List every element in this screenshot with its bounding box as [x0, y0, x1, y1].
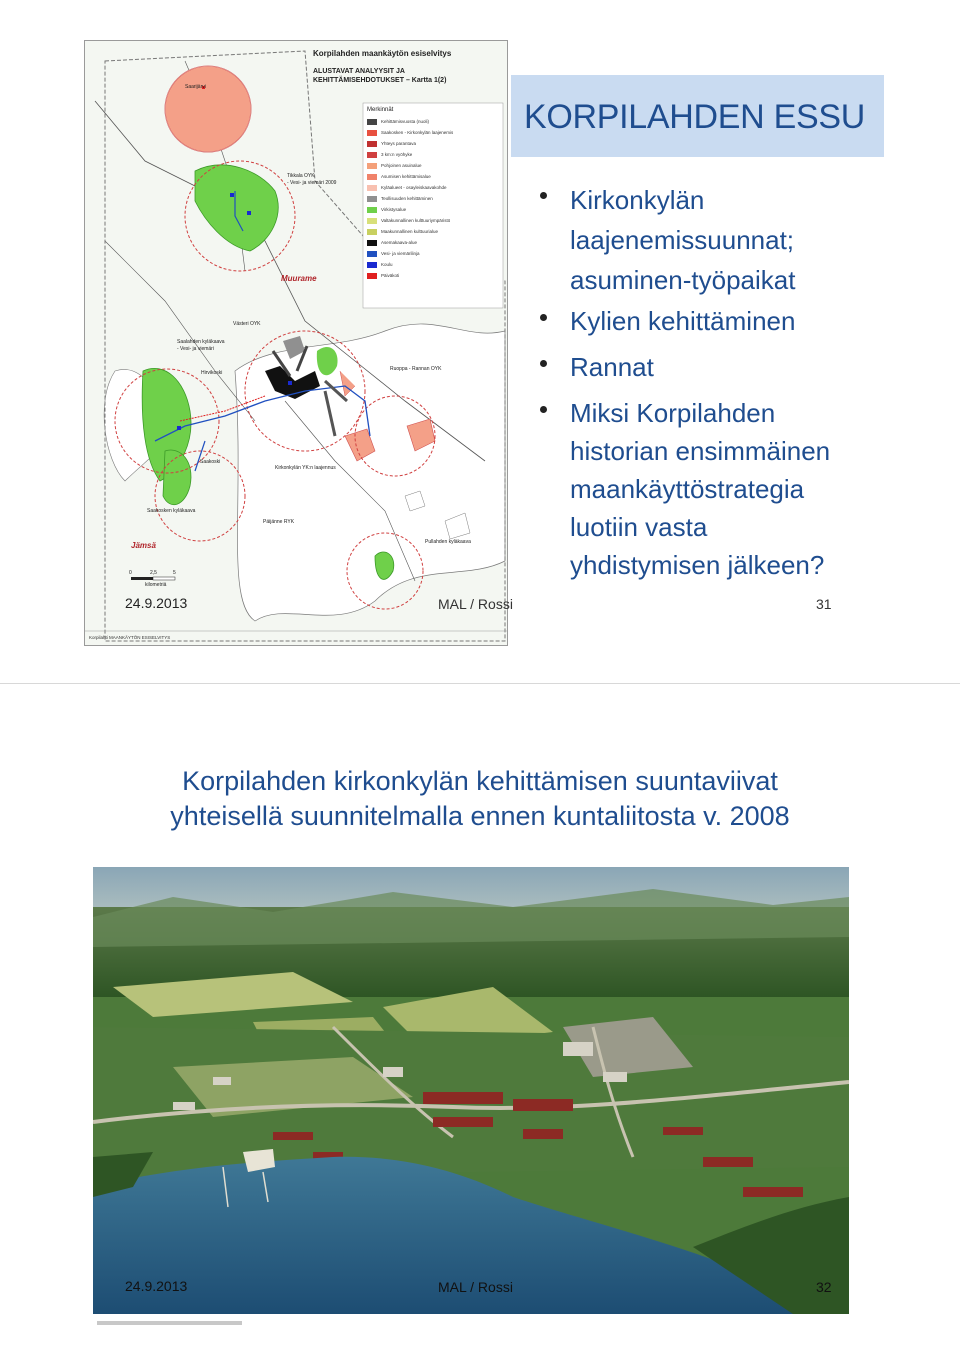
map-legend-swatch	[367, 196, 377, 202]
bullet-dot-icon	[540, 314, 547, 321]
bullet-list	[540, 180, 920, 592]
map-label-pullahti: Pullahden kyläkaava	[425, 539, 471, 545]
map-legend-row	[367, 116, 503, 127]
map-legend-row	[367, 215, 503, 226]
bullet-line: asuminen-työpaikat	[570, 265, 796, 295]
map-label-paijanne: Päijänne RYK	[263, 519, 295, 525]
map-legend-swatch	[367, 141, 377, 147]
bullet-line: Kirkonkylän	[570, 185, 705, 215]
map-legend-swatch	[367, 119, 377, 125]
map-subtitle-line: ALUSTAVAT ANALYYSIT JA	[313, 68, 405, 75]
map-label-hirvikoski: Hirvikoski	[201, 370, 223, 376]
map-footer: Korpilahti MAANKÄYTÖN ESISELVITYS	[89, 635, 171, 640]
map-label-saarijarvi: Saarijärvi	[185, 84, 206, 90]
map-legend-label: Kehittämisvuosta (nuoli)	[381, 119, 430, 124]
map-label-ruoppa: Ruoppa - Rannan OYK	[390, 366, 442, 372]
map-legend-swatch	[367, 251, 377, 257]
map-legend-label: Yhteys parantava	[381, 141, 417, 146]
map-label-vesiviem: - Vesi- ja viemäri	[177, 346, 214, 352]
map-legend-row	[367, 248, 503, 259]
map-legend-label: Pohjoinen asuinalue	[381, 163, 422, 168]
bullet-dot-icon	[540, 406, 547, 413]
map-legend-label: Koulu	[381, 262, 393, 267]
bullet-line: laajenemissuunnat;	[570, 225, 795, 255]
map-scale-0: 0	[129, 570, 132, 576]
photo-credit-strip	[97, 1321, 242, 1325]
aerial-photo-graphic	[93, 867, 849, 1314]
map-legend-row	[367, 171, 503, 182]
map-legend-label: Virkistysalue	[381, 207, 407, 212]
bullet-text	[570, 302, 920, 340]
map-legend-swatch	[367, 218, 377, 224]
map-legend-row	[367, 160, 503, 171]
map-legend-swatch	[367, 207, 377, 213]
map-legend-row	[367, 182, 503, 193]
bullet-item	[540, 394, 920, 584]
map-legend-label: Asemakaava-alue	[381, 240, 418, 245]
map-legend-row	[367, 138, 503, 149]
bullet-dot-icon	[540, 192, 547, 199]
slide-title: KORPILAHDEN ESSU	[524, 98, 865, 136]
footer-date: 24.9.2013	[125, 595, 188, 611]
bullet-line: Kylien kehittäminen	[570, 306, 796, 336]
map-legend-swatch	[367, 185, 377, 191]
map-legend-label: Valtakunnallinen kulttuuriympäristö	[381, 218, 451, 223]
map-scale-2: 5	[173, 570, 176, 576]
map-label-saakoski: Saakoski	[200, 459, 221, 465]
footer-page-number: 31	[816, 596, 832, 612]
map-legend-row	[367, 204, 503, 215]
map-legend-swatch	[367, 229, 377, 235]
map-legend-label: Asumisen kehittämisalue	[381, 174, 431, 179]
slide-32	[0, 684, 960, 1367]
map-legend-swatch	[367, 130, 377, 136]
map-town-jamsa: Jämsä	[131, 541, 156, 550]
footer-page-number: 32	[816, 1279, 832, 1295]
map-legend-heading: Merkinnät	[367, 107, 394, 113]
map-legend-label: Päiväkoti	[381, 273, 400, 278]
bullet-text	[570, 394, 920, 584]
bullet-text	[570, 180, 920, 300]
bullet-line: luotiin vasta	[570, 512, 708, 542]
map-legend-row	[367, 193, 503, 204]
land-use-map	[84, 40, 508, 646]
map-scale-1: 2,5	[150, 570, 157, 576]
map-legend-swatch	[367, 273, 377, 279]
map-legend-row	[367, 270, 503, 281]
bullet-line: maankäyttöstrategia	[570, 474, 805, 504]
map-legend-row	[367, 127, 503, 138]
map-label-saalahti: Saalahden kyläkaava	[177, 339, 225, 345]
bullet-line: yhdistymisen jälkeen?	[570, 550, 825, 580]
map-label-tikkala: Tikkala OYK	[287, 173, 315, 179]
map-label-kirkonkyla: Kirkonkylän YK:n laajennus	[275, 465, 336, 471]
bullet-line: historian ensimmäinen	[570, 436, 831, 466]
bullet-text	[570, 348, 920, 386]
map-town-muurame: Muurame	[281, 274, 317, 283]
map-legend-label: Maakunnallinen kulttuurialue	[381, 229, 439, 234]
map-label-vesi: - Vesi- ja viemäri 2009	[287, 180, 337, 186]
map-legend-swatch	[367, 163, 377, 169]
map-legend	[367, 116, 503, 281]
map-scale-unit: kilometriä	[145, 582, 167, 588]
bullet-item	[540, 180, 920, 300]
map-legend-label: Kyläalueet - osayleiskaavakohde	[381, 185, 447, 190]
slide-title-line-1: Korpilahden kirkonkylän kehittämisen suuntaviivat	[182, 766, 778, 796]
bullet-line: Miksi Korpilahden	[570, 398, 776, 428]
map-legend-row	[367, 237, 503, 248]
slide-31	[0, 0, 960, 683]
map-legend-label: Teollisuuden kehittäminen	[381, 196, 433, 201]
map-legend-label: Vesi- ja viemärilinja	[381, 251, 420, 256]
bullet-line: Rannat	[570, 352, 654, 382]
map-subtitle-line: KEHITTÄMISEHDOTUKSET – Kartta 1(2)	[313, 77, 447, 84]
map-legend-swatch	[367, 174, 377, 180]
footer-author: MAL / Rossi	[438, 1279, 513, 1295]
map-legend-row	[367, 149, 503, 160]
aerial-photo	[93, 867, 849, 1314]
map-legend-row	[367, 226, 503, 237]
map-legend-swatch	[367, 152, 377, 158]
map-title: Korpilahden maankäytön esiselvitys	[313, 49, 452, 58]
bullet-item	[540, 348, 920, 386]
map-label-saakoski-kylakaava: Saakosken kyläkaava	[147, 508, 196, 514]
bullet-item	[540, 302, 920, 340]
map-legend-label: 3 km:n vyöhyke	[381, 152, 413, 157]
footer-date: 24.9.2013	[125, 1278, 188, 1294]
map-legend-row	[367, 259, 503, 270]
map-subtitle	[313, 67, 446, 85]
slide-title-line-2: yhteisellä suunnitelmalla ennen kuntaliitosta v. 2008	[170, 801, 790, 831]
map-legend-swatch	[367, 240, 377, 246]
map-label-vastera: Västeri OYK	[233, 321, 261, 327]
map-legend-label: Saakosken - Kirkonkylän laajenemis	[381, 130, 454, 135]
bullet-dot-icon	[540, 360, 547, 367]
footer-author: MAL / Rossi	[438, 596, 513, 612]
map-legend-swatch	[367, 262, 377, 268]
